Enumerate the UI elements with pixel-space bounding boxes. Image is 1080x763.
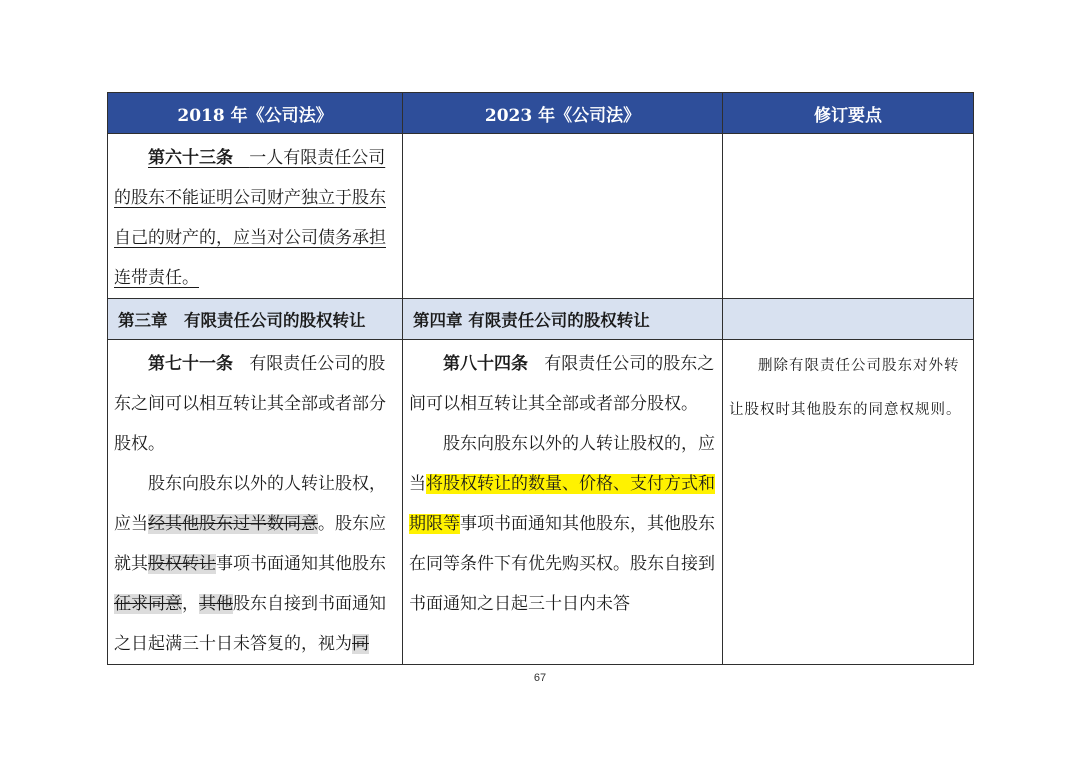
old-chapter-cell: 第三章 有限责任公司的股权转让 bbox=[108, 299, 403, 340]
page-number: 67 bbox=[533, 672, 547, 684]
table-row bbox=[108, 134, 974, 299]
old-article-63: 第六十三条 一人有限责任公司的股东不能证明公司财产独立于股东自己的财产的，应当对公司债务承担连带责任。 bbox=[114, 148, 386, 288]
old-article-71-p2: 股东向股东以外的人转让股权，应当经其他股东过半数同意。股东应就其股权转让事项书面通知其他股东征求同意，其他股东自接到书面通知之日起满三十日未答复的，视为同 bbox=[114, 474, 386, 654]
revision-note-cell bbox=[723, 134, 974, 299]
new-article-84-p2: 股东向股东以外的人转让股权的，应当将股权转让的数量、价格、支付方式和期限等事项书面通知其他股东，其他股东在同等条件下有优先购买权。股东自接到书面通知之日起三十日内未答 bbox=[409, 434, 715, 614]
header-2018-law: 2018 年《公司法》 bbox=[108, 93, 403, 134]
old-article-71-p1: 第七十一条 有限责任公司的股东之间可以相互转让其全部或者部分股权。 bbox=[114, 354, 386, 454]
old-law-cell bbox=[108, 340, 403, 665]
table-header-row bbox=[108, 93, 974, 134]
chapter-row bbox=[108, 299, 974, 340]
new-article-84-p1: 第八十四条 有限责任公司的股东之间可以相互转让其全部或者部分股权。 bbox=[409, 354, 715, 414]
new-law-cell bbox=[403, 134, 723, 299]
comparison-table bbox=[107, 92, 974, 665]
new-law-cell bbox=[403, 340, 723, 665]
old-law-cell bbox=[108, 134, 403, 299]
header-2023-law: 2023 年《公司法》 bbox=[403, 93, 723, 134]
revision-note-cell bbox=[723, 340, 974, 665]
revision-note-text: 删除有限责任公司股东对外转让股权时其他股东的同意权规则。 bbox=[729, 358, 962, 418]
table-row bbox=[108, 340, 974, 665]
chapter-note-cell bbox=[723, 299, 974, 340]
new-chapter-cell: 第四章 有限责任公司的股权转让 bbox=[403, 299, 723, 340]
header-revision-points: 修订要点 bbox=[723, 93, 974, 134]
